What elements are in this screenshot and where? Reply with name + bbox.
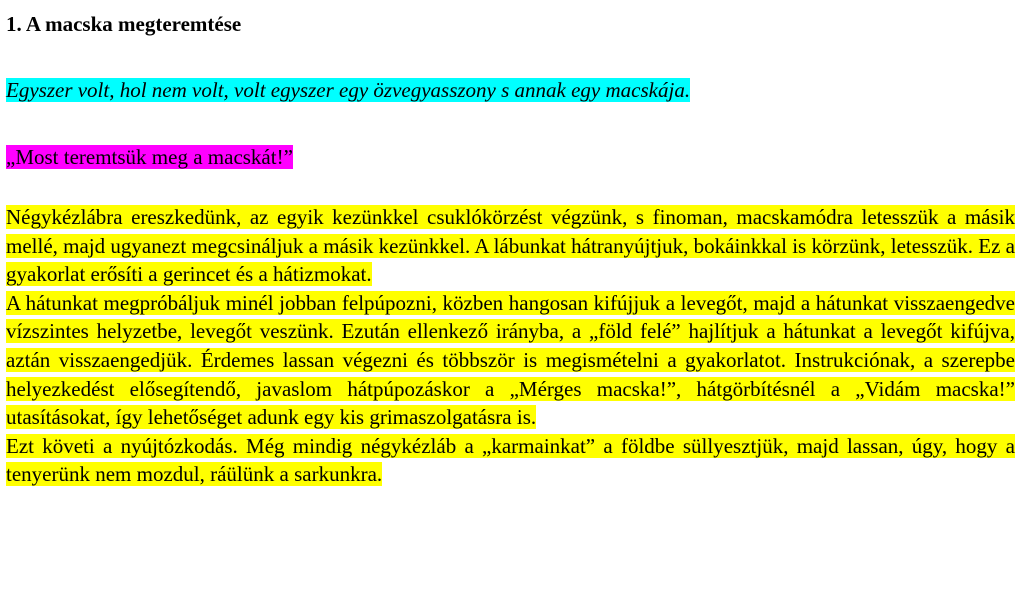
body-text [6, 203, 1015, 489]
section-heading: 1. A macska megteremtése [6, 12, 242, 36]
paragraph [6, 432, 1015, 489]
paragraph [6, 203, 1015, 289]
quote-line [6, 143, 293, 171]
quote-text: „Most teremtsük meg a macskát!” [6, 145, 293, 169]
paragraph [6, 289, 1015, 432]
paragraph-text: Négykézlábra ereszkedünk, az egyik kezünkkel csuklókörzést végzünk, s finoman, macskamódra letesszük a másik mellé, majd ugyanezt megcsináljuk a másik kezünkkel. A lábunkat hátranyújtjuk, bokáinkkal is körzünk, letesszük. Ez a gyakorlat erősíti a gerincet és a hátizmokat. [6, 205, 1015, 287]
paragraph-text: A hátunkat megpróbáljuk minél jobban felpúpozni, közben hangosan kifújjuk a levegőt, majd a hátunkat visszaengedve vízszintes helyzetbe, levegőt veszünk. Ezután ellenkező irányba, a „föld felé” hajlítjuk a hátunkat a levegőt kifújva, aztán visszaengedjük. Érdemes lassan végezni és többször is megismételni a gyakorlatot. Instrukciónak, a szerepbe helyezkedést elősegítendő, javaslom hátpúpozáskor a „Mérges macska!”, hátgörbítésnél a „Vidám macska!” utasításokat, így lehetőséget adunk egy kis grimaszolgatásra is. [6, 290, 1015, 430]
intro-text: Egyszer volt, hol nem volt, volt egyszer egy özvegyasszony s annak egy macskája. [6, 78, 691, 102]
intro-line [6, 76, 690, 104]
paragraph-text: Ezt követi a nyújtózkodás. Még mindig négykézláb a „karmainkat” a földbe süllyesztjük, majd lassan, úgy, hogy a tenyerünk nem mozdul, ráülünk a sarkunkra. [6, 433, 1015, 487]
